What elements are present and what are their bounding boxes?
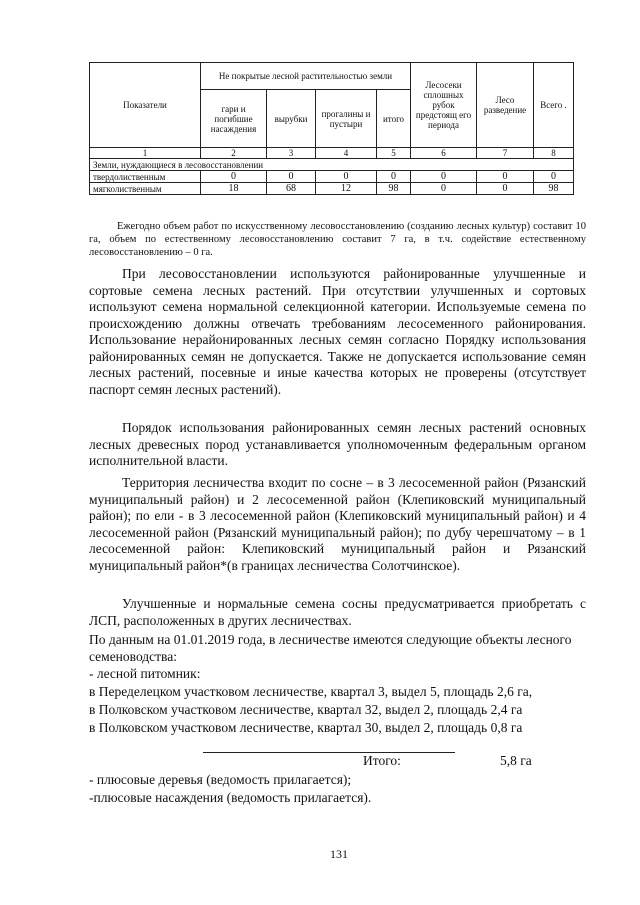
table-row [90,183,574,195]
header-forest-breeding: Лесо разведение [477,63,534,148]
column-number: 2 [201,148,267,159]
column-numbers-row [90,148,574,159]
column-number: 3 [267,148,316,159]
paragraph-reforestation-volume: Ежегодно объем работ по искусственному лесовосстановлению (созданию лесных культур) составит 10 га, объем по естественному лесовосстановлению составит 7 га, в т.ч. содействие естественному лесовосстановлению – 0 га. [89,221,586,258]
table-row [90,171,574,183]
table-cell: 98 [534,183,574,195]
column-number: 7 [477,148,534,159]
header-grand-total: Всего . [534,63,574,148]
table-cell: 0 [477,183,534,195]
nursery-item: в Переделецком участковом лесничестве, квартал 3, выдел 5, площадь 2,6 га, [89,684,533,699]
paragraph-seed-objects: По данным на 01.01.2019 года, в лесничестве имеются следующие объекты лесного семеноводства: [89,632,572,664]
row-label: мягколиственным [90,183,201,195]
column-number: 6 [411,148,477,159]
table-cell: 0 [477,171,534,183]
nursery-heading: - лесной питомник: [89,666,201,681]
nursery-item: в Полковском участковом лесничестве, квартал 32, выдел 2, площадь 2,4 га [89,702,523,717]
table-cell: 68 [267,183,316,195]
table-cell: 0 [377,171,411,183]
total-label: Итого: [363,753,401,768]
plus-stands-line: -плюсовые насаждения (ведомость прилагается). [89,790,372,805]
table-cell: 0 [267,171,316,183]
header-clearings: вырубки [267,90,316,148]
header-indicators: Показатели [90,63,201,148]
header-glades: прогалины и пустыри [316,90,377,148]
page-number: 131 [330,847,348,861]
paragraph-seeds: При лесовосстановлении используются районированные улучшенные и сортовые семена лесных растений. При отсутствии улучшенных и сортовых используют семена нормальной селекционной категории. Используемые семена по происхождению должны отвечать требованиям лесосеменного районирования. Использование нерайонированных лесных семян согласно Порядку использования районированных семян не допускается. Также не допускается использование семян лесных растений, посевные и иные качества которых не проверены (отсутствует паспорт семян лесных растений). [89,266,586,397]
header-not-covered: Не покрытые лесной растительностью земли [201,63,411,90]
column-number: 1 [90,148,201,159]
paragraph-territory: Территория лесничества входит по сосне – в 3 лесосеменной район (Рязанский муниципальный район) и 2 лесосеменной район (Клепиковский муниципальный район); по ели - в 3 лесосеменной район (Клепиковский муниципальный район) и 4 лесосеменной район (Рязанский муниципальный район); по дубу черешчатому – в 1 лесосеменной район: Клепиковский муниципальный район и Рязанский муниципальный район*(в границах лесничества Солотчинское). [89,475,586,573]
table-cell: 0 [411,171,477,183]
column-number: 5 [377,148,411,159]
reforestation-table [89,62,574,195]
table-cell: 0 [316,171,377,183]
paragraph-seed-order: Порядок использования районированных семян лесных растений основных лесных древесных пород устанавливается уполномоченным федеральным органом исполнительной власти. [89,420,586,468]
row-label: твердолиственным [90,171,201,183]
nursery-item: в Полковском участковом лесничестве, квартал 30, выдел 2, площадь 0,8 га [89,720,523,735]
column-number: 4 [316,148,377,159]
header-burned: гари и погибшие насаждения [201,90,267,148]
table-cell: 0 [411,183,477,195]
paragraph-improved-seeds: Улучшенные и нормальные семена сосны предусматривается приобретать с ЛСП, расположенных в других лесничествах. [89,596,586,628]
table-cell: 12 [316,183,377,195]
section-title-row [90,159,574,171]
header-total: итого [377,90,411,148]
table-cell: 98 [377,183,411,195]
table-cell: 0 [201,171,267,183]
section-title: Земли, нуждающиеся в лесовосстановлении [90,159,574,171]
plus-trees-line: - плюсовые деревья (ведомость прилагается); [89,772,352,787]
total-value: 5,8 га [500,753,532,768]
table-cell: 18 [201,183,267,195]
total-divider [203,752,455,753]
header-cuttings: Лесосеки сплошных рубок предстоящ его периода [411,63,477,148]
table-cell: 0 [534,171,574,183]
column-number: 8 [534,148,574,159]
